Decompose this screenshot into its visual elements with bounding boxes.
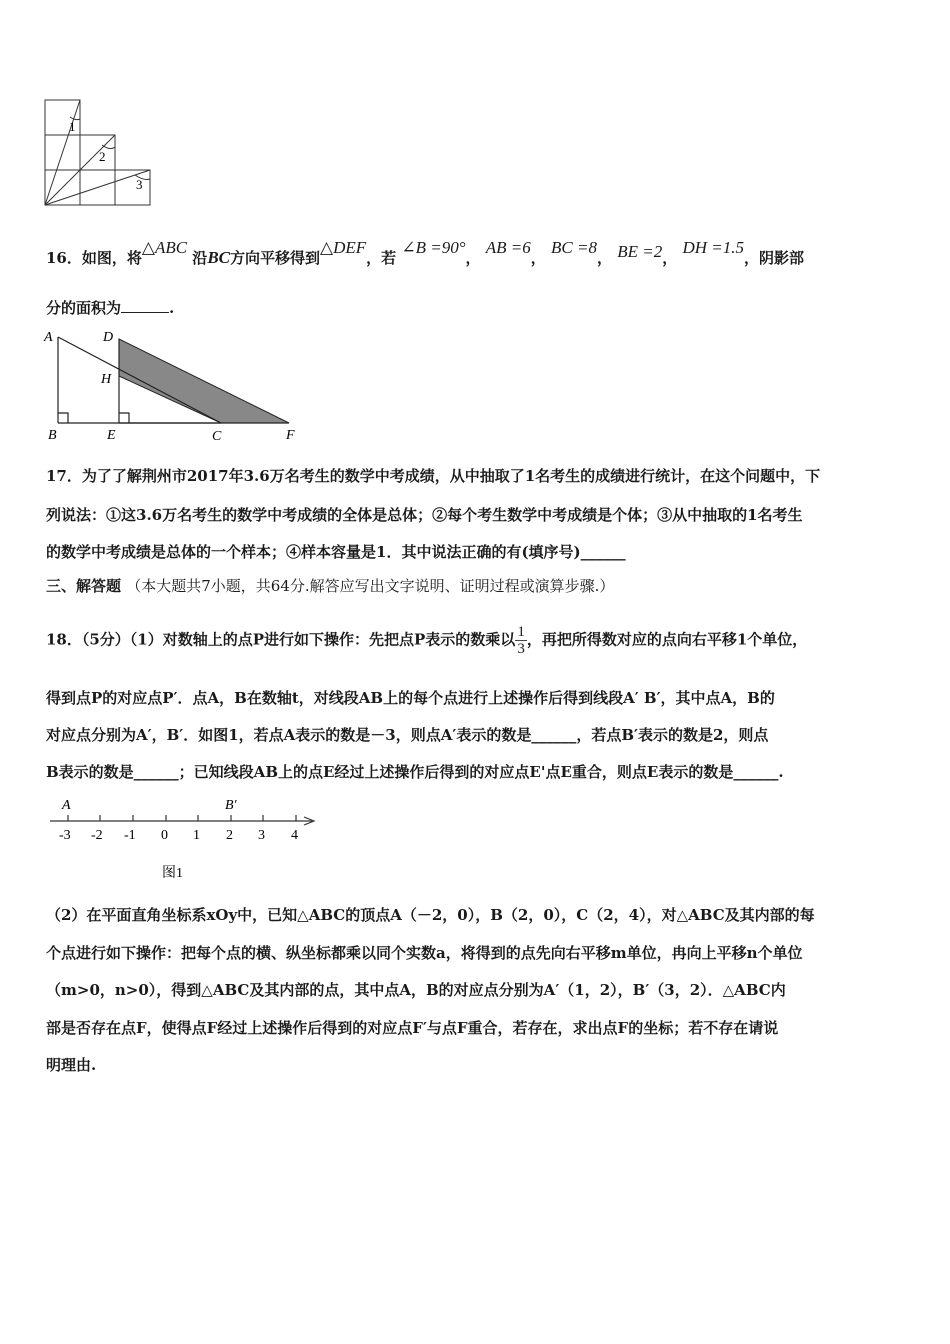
grid-figure xyxy=(40,95,160,210)
tick-label: -1 xyxy=(124,828,136,843)
q18-line4: B表示的数是______；已知线段AB上的点E经过上述操作后得到的对应点E'点E重合，则点E表示的数是______. xyxy=(46,763,784,781)
q18-part2-line5: 明理由. xyxy=(46,1056,97,1074)
q18-part2-line2: 个点进行如下操作：把每个点的横、纵坐标都乘以同个实数a，将得到的点先向右平移m单位，冉向上平移n个单位 xyxy=(46,944,803,962)
tick-label: 1 xyxy=(193,828,200,843)
section-3-title: 三、解答题 xyxy=(46,577,122,595)
angle-b: ∠B =90° xyxy=(401,238,466,257)
figure-caption: 图1 xyxy=(162,866,183,881)
label-A: A xyxy=(44,330,53,345)
q18-part2-line4: 部是否存在点F，使得点F经过上述操作后得到的对应点F′与点F重合，若存在，求出点F的坐标；若不存在请说 xyxy=(46,1019,779,1037)
q17-line1: 17．为了了解荆州市2017年3.6万名考生的数学中考成绩，从中抽取了1名考生的成绩进行统计，在这个问题中，下 xyxy=(46,467,821,485)
tick-label: 3 xyxy=(258,828,265,843)
axis-label-b-prime: B′ xyxy=(225,798,237,813)
tri-def: △DEF xyxy=(320,238,367,257)
grid-label-3: 3 xyxy=(136,177,143,192)
grid-label-1: 1 xyxy=(69,119,76,134)
q18-part2-line1: （2）在平面直角坐标系xOy中，已知△ABC的顶点A（－2，0），B（2，0），C（2，4），对△ABC及其内部的每 xyxy=(46,906,815,924)
label-D: D xyxy=(103,330,114,345)
tick-label: -3 xyxy=(59,828,71,843)
fraction-one-third: $\frac{1}{3}$ xyxy=(517,624,525,657)
q18-line2: 得到点P的对应点P′．点A，B在数轴t，对线段AB上的每个点进行上述操作后得到线段A′ B′，其中点A，B的 xyxy=(46,689,775,707)
q16-line1: 16．如图，将△ABC 沿BC方向平移得到△DEF，若 ∠B =90°， AB =6， BC =8， BE =2， DH =1.5，阴影部 xyxy=(46,238,804,267)
label-B: B xyxy=(48,428,57,443)
section-3-note: （本大题共7小题，共64分.解答应写出文字说明、证明过程或演算步骤.） xyxy=(126,577,615,595)
tri-abc: △ABC xyxy=(141,238,188,257)
label-H: H xyxy=(101,372,112,387)
tick-label: 0 xyxy=(161,828,168,843)
shaded-region xyxy=(119,339,289,423)
tick-label: -2 xyxy=(91,828,103,843)
q18-line1: 18．（5分）（1）对数轴上的点P进行如下操作：先把点P表示的数乘以 $\frac{1}{3}$ ，再把所得数对应的点向右平移1个单位， xyxy=(46,624,808,657)
bc-value: BC =8 xyxy=(551,238,597,257)
number-line-figure xyxy=(40,795,330,885)
tick-label: 2 xyxy=(226,828,233,843)
label-C: C xyxy=(212,429,222,444)
tick-label: 4 xyxy=(291,828,298,843)
q18-part2-line3: （m>0，n>0），得到△ABC及其内部的点，其中点A，B的对应点分别为A′（1，2），B′（3，2）．△ABC内 xyxy=(46,981,786,999)
label-E: E xyxy=(107,428,116,443)
section-3-heading xyxy=(46,576,614,596)
ab-value: AB =6 xyxy=(485,238,531,257)
dh-value: DH =1.5 xyxy=(682,238,744,257)
grid-label-2: 2 xyxy=(99,149,106,164)
q17-line3: 的数学中考成绩是总体的一个样本；④样本容量是1．其中说法正确的有(填序号)______ xyxy=(46,543,626,561)
q16-line2: 分的面积为 . xyxy=(46,299,175,317)
q16-answer-blank xyxy=(121,298,169,313)
label-F: F xyxy=(286,428,295,443)
axis-label-a: A xyxy=(62,798,71,813)
q18-line3: 对应点分别为A′，B′．如图1，若点A表示的数是－3，则点A′表示的数是______，若点B′表示的数是2，则点 xyxy=(46,726,769,744)
q17-line2: 列说法：①这3.6万名考生的数学中考成绩的全体是总体；②每个考生数学中考成绩是个体；③从中抽取的1名考生 xyxy=(46,506,803,524)
triangle-figure xyxy=(40,325,310,445)
be-value: BE =2 xyxy=(617,242,663,261)
